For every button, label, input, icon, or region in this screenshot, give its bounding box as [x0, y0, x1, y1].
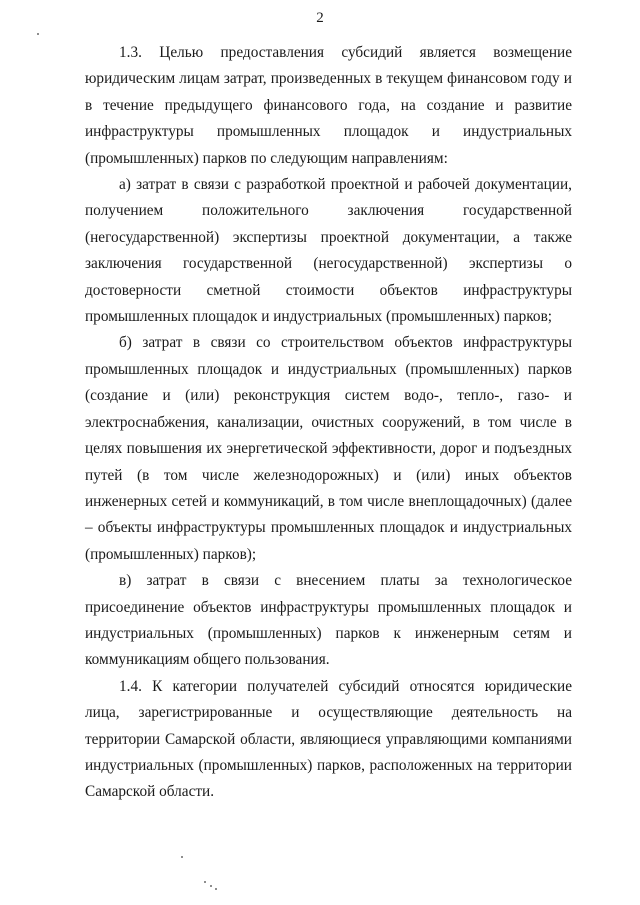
paragraph-1-3-v: в) затрат в связи с внесением платы за технологическое присоединение объектов инфраструктуры промышленных площадок и индустриальных (промышленных) парков к инженерным сетям и коммуникациям общего пользования.: [85, 572, 572, 669]
paragraph-1-3-a: а) затрат в связи с разработкой проектной и рабочей документации, получением положительного заключения государственной (негосударственной) экспертизы проектной документации, а также заключения государственной (негосударственной) экспертизы о достоверности сметной стоимости объектов инфраструктуры промышленных площадок и индустриальных (промышленных) парков;: [85, 176, 572, 326]
scan-speck: [215, 888, 217, 890]
document-body: [85, 40, 572, 806]
scan-speck: [210, 885, 212, 887]
page-number: 2: [316, 10, 324, 26]
paragraph-1-3-b: б) затрат в связи со строительством объектов инфраструктуры промышленных площадок и индустриальных (промышленных) парков (создание и (или) реконструкция систем водо-, тепло-, газо- и электроснабжения, канализации, очистных сооружений, в том числе в целях повышения их энергетической эффективности, дорог и подъездных путей (в том числе железнодорожных) и (или) иных объектов инженерных сетей и коммуникаций, в том числе внеплощадочных) (далее – объекты инфраструктуры промышленных площадок и индустриальных (промышленных) парков);: [85, 334, 572, 563]
paragraph-1-4: 1.4. К категории получателей субсидий относятся юридические лица, зарегистрированные и осуществляющие деятельность на территории Самарской области, являющиеся управляющими компаниями индустриальных (промышленных) парков, расположенных на территории Самарской области.: [85, 677, 572, 801]
scan-speck: [204, 881, 206, 883]
scan-speck: [37, 33, 39, 35]
paragraph-1-3: 1.3. Целью предоставления субсидий является возмещение юридическим лицам затрат, произведенных в текущем финансовом году и в течение предыдущего финансового года, на создание и развитие инфраструктуры промышленных площадок и индустриальных (промышленных) парков по следующим направлениям:: [85, 44, 572, 167]
scan-speck: [181, 856, 183, 858]
